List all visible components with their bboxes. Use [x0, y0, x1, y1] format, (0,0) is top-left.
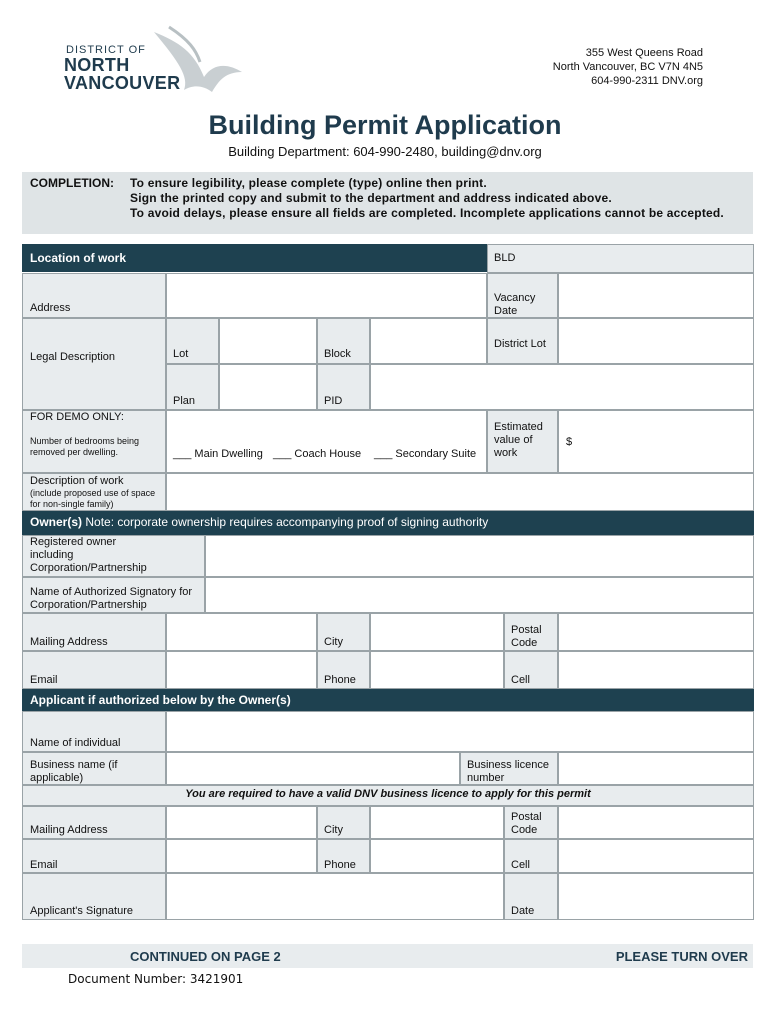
business-licence-label-cell	[460, 752, 558, 785]
completion-line-1: To ensure legibility, please complete (type) online then print.	[130, 176, 487, 190]
date-label: Date	[511, 905, 535, 917]
plan-label: Plan	[173, 395, 196, 407]
pid-label-cell	[317, 364, 370, 410]
applicant-cell-input[interactable]	[558, 839, 754, 873]
completion-box	[22, 172, 753, 234]
applicant-email-input[interactable]	[166, 839, 317, 873]
coach-house-option[interactable]: ___ Coach House	[273, 448, 362, 460]
business-name-input[interactable]	[166, 752, 460, 785]
main-dwelling-option[interactable]: ___ Main Dwelling	[173, 448, 263, 460]
applicant-mailing-address-input[interactable]	[166, 806, 317, 839]
bedrooms-options	[166, 410, 487, 473]
plan-input[interactable]	[219, 364, 317, 410]
description-of-work-label: Description of work	[30, 475, 124, 487]
date-input[interactable]	[558, 873, 754, 920]
legal-description-label: Legal Description	[30, 351, 115, 363]
dollar-sign: $	[566, 436, 573, 448]
applicant-phone-label: Phone	[324, 859, 356, 871]
completion-line-2: Sign the printed copy and submit to the department and address indicated above.	[130, 191, 612, 205]
applicant-phone-label-cell	[317, 839, 370, 873]
document-number: Document Number: 3421901	[68, 972, 244, 986]
applicant-mailing-address-label: Mailing Address	[30, 824, 108, 836]
authorized-signatory-label: Name of Authorized Signatory for Corporation/Partnership	[30, 586, 193, 611]
authorized-signatory-input[interactable]	[205, 577, 754, 613]
page-title: Building Permit Application	[208, 110, 562, 140]
applicant-section-header	[22, 689, 754, 711]
owner-phone-input[interactable]	[370, 651, 504, 689]
owner-section-title: Owner(s)	[30, 515, 83, 529]
vacancy-date-label: Vacancy Date	[494, 292, 536, 317]
owner-city-label-cell	[317, 613, 370, 651]
estimated-value-label-cell	[487, 410, 558, 473]
applicant-postal-code-input[interactable]	[558, 806, 754, 839]
name-of-individual-input[interactable]	[166, 711, 754, 752]
licence-notice: You are required to have a valid DNV business licence to apply for this permit	[185, 788, 591, 800]
lot-input[interactable]	[219, 318, 317, 364]
business-licence-label: Business licence number	[467, 759, 549, 784]
owner-city-input[interactable]	[370, 613, 504, 651]
location-section-title: Location of work	[30, 251, 126, 265]
date-label-cell	[504, 873, 558, 920]
owner-email-label: Email	[30, 674, 58, 686]
applicant-cell-label-cell	[504, 839, 558, 873]
registered-owner-input[interactable]	[205, 535, 754, 577]
district-lot-label: District Lot	[494, 338, 546, 350]
district-lot-label-cell	[487, 318, 558, 364]
owner-section-note: Note: corporate ownership requires accompanying proof of signing authority	[82, 515, 489, 529]
licence-notice-row	[22, 785, 754, 806]
registered-owner-label: Registered owner including Corporation/Partnership	[30, 536, 147, 574]
bedrooms-removed-label: Number of bedrooms being removed per dwelling.	[30, 436, 140, 457]
applicant-signature-label: Applicant's Signature	[30, 905, 133, 917]
owner-postal-label-cell	[504, 613, 558, 651]
demo-label-cell	[22, 410, 166, 473]
vacancy-date-label-cell	[487, 273, 558, 318]
applicant-postal-label-cell	[504, 806, 558, 839]
name-of-individual-label: Name of individual	[30, 737, 121, 749]
lot-label: Lot	[173, 348, 189, 360]
plan-label-cell	[166, 364, 219, 410]
logo-line-2: NORTH	[64, 55, 130, 75]
applicant-city-label: City	[324, 824, 343, 836]
location-section-header	[22, 244, 487, 272]
applicant-city-input[interactable]	[370, 806, 504, 839]
block-label-cell	[317, 318, 370, 364]
authorized-signatory-label-cell	[22, 577, 205, 613]
applicant-mailing-label-cell	[22, 806, 166, 839]
business-name-label: Business name (if applicable)	[30, 759, 118, 784]
owner-mailing-address-label: Mailing Address	[30, 636, 108, 648]
business-licence-input[interactable]	[558, 752, 754, 785]
secondary-suite-option[interactable]: ___ Secondary Suite	[374, 448, 477, 460]
registered-owner-label-cell	[22, 535, 205, 577]
address-label: Address	[30, 302, 71, 314]
address-input[interactable]	[166, 273, 487, 318]
completion-instructions	[130, 176, 724, 221]
applicant-cell-label: Cell	[511, 859, 530, 871]
vacancy-date-input[interactable]	[558, 273, 754, 318]
owner-phone-label: Phone	[324, 674, 356, 686]
lot-label-cell	[166, 318, 219, 364]
owner-cell-label: Cell	[511, 674, 530, 686]
owner-cell-label-cell	[504, 651, 558, 689]
bld-label: BLD	[494, 252, 516, 264]
continued-label: CONTINUED ON PAGE 2	[130, 949, 281, 964]
district-address	[553, 46, 703, 88]
pid-input[interactable]	[370, 364, 754, 410]
applicant-city-label-cell	[317, 806, 370, 839]
completion-label: COMPLETION:	[30, 176, 114, 190]
page-subtitle: Building Department: 604-990-2480, building@dnv.org	[228, 144, 542, 159]
bld-cell	[487, 244, 754, 273]
block-input[interactable]	[370, 318, 487, 364]
description-label-cell	[22, 473, 166, 511]
logo-line-3: VANCOUVER	[64, 73, 181, 93]
applicant-section-title: Applicant if authorized below by the Owner(s)	[30, 693, 291, 707]
district-lot-input[interactable]	[558, 318, 754, 364]
owner-mailing-label-cell	[22, 613, 166, 651]
owner-phone-label-cell	[317, 651, 370, 689]
turn-over-label: PLEASE TURN OVER	[615, 949, 748, 964]
owner-mailing-address-input[interactable]	[166, 613, 317, 651]
demo-only-label: FOR DEMO ONLY:	[30, 411, 124, 423]
owner-email-input[interactable]	[166, 651, 317, 689]
owner-cell-input[interactable]	[558, 651, 754, 689]
estimated-value-label: Estimated value of work	[494, 421, 543, 459]
address-label-cell	[22, 273, 166, 318]
owner-section-header	[22, 511, 754, 535]
block-label: Block	[324, 348, 351, 360]
address-line-1: 355 West Queens Road	[585, 47, 703, 59]
dnv-logo	[64, 22, 254, 102]
owner-postal-code-input[interactable]	[558, 613, 754, 651]
address-line-2: North Vancouver, BC V7N 4N5	[552, 61, 703, 73]
pid-label: PID	[324, 395, 343, 407]
business-name-label-cell	[22, 752, 166, 785]
address-line-3: 604-990-2311 DNV.org	[591, 75, 703, 87]
applicant-email-label-cell	[22, 839, 166, 873]
estimated-value-input[interactable]	[558, 410, 754, 473]
description-of-work-input[interactable]	[166, 473, 754, 511]
applicant-email-label: Email	[30, 859, 58, 871]
owner-email-label-cell	[22, 651, 166, 689]
applicant-phone-input[interactable]	[370, 839, 504, 873]
description-note: (include proposed use of space for non-single family)	[30, 488, 156, 509]
legal-description-label-cell	[22, 318, 166, 410]
owner-postal-code-label: Postal Code	[511, 624, 542, 649]
owner-city-label: City	[324, 636, 343, 648]
applicant-signature-input[interactable]	[166, 873, 504, 920]
completion-line-3: To avoid delays, please ensure all fields are completed. Incomplete applications cannot be accepted.	[130, 206, 724, 220]
individual-name-label-cell	[22, 711, 166, 752]
logo-line-1: DISTRICT OF	[66, 44, 146, 56]
signature-label-cell	[22, 873, 166, 920]
applicant-postal-code-label: Postal Code	[511, 811, 542, 836]
